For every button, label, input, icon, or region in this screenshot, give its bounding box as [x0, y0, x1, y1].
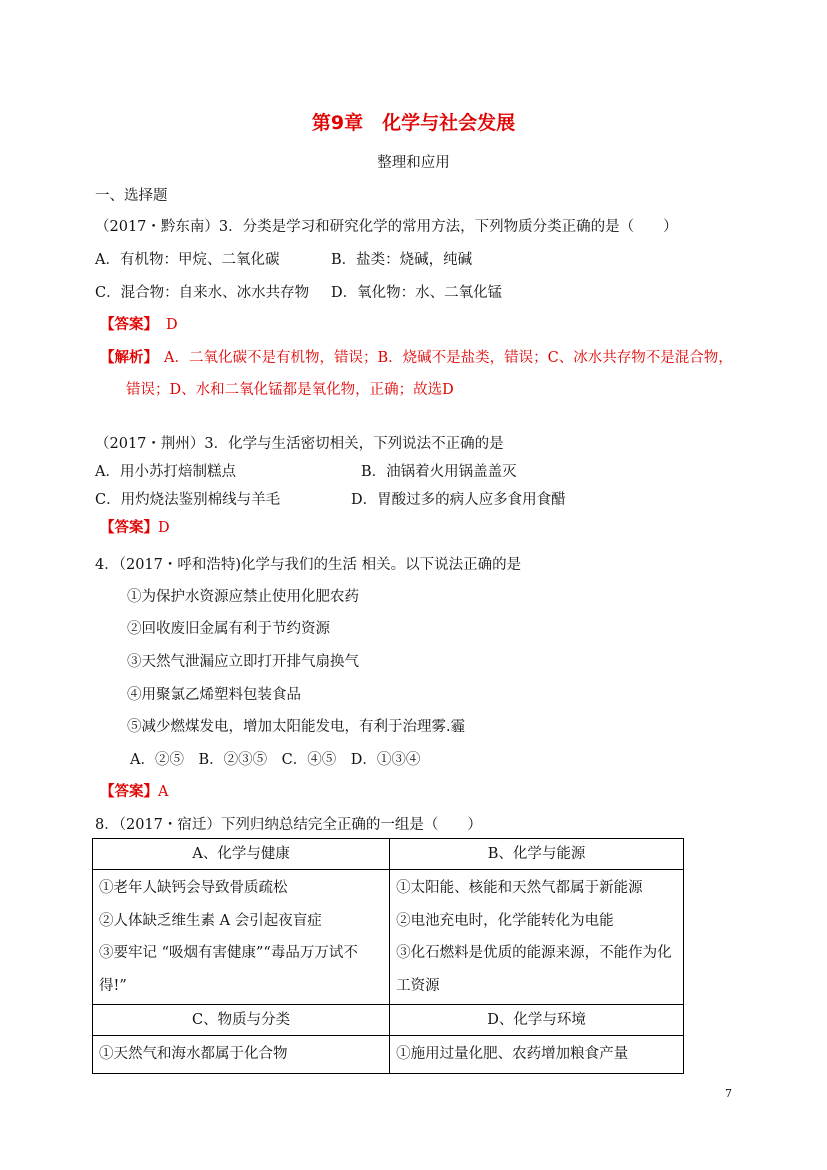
section-heading: 一、选择题: [95, 188, 168, 204]
q2-answer-value: D: [158, 520, 170, 536]
cell-a-head: A、化学与健康: [93, 839, 390, 870]
q3-answer-tag: 【答案】: [100, 784, 158, 800]
cell-b-head: B、化学与能源: [390, 839, 684, 870]
q3-item-3: ③天然气泄漏应立即打开排气扇换气: [127, 654, 359, 670]
cell-d-head: D、化学与环境: [390, 1005, 684, 1036]
q3-item-1: ①为保护水资源应禁止使用化肥农药: [127, 589, 359, 605]
q2-option-b: B．油锅着火用锅盖盖灭: [361, 464, 517, 480]
page-number: 7: [725, 1087, 732, 1100]
q3-stem: 4．（2017・呼和浩特)化学与我们的生活 相关。以下说法正确的是: [95, 557, 522, 573]
q2-option-d: D．胃酸过多的病人应多食用食醋: [351, 492, 566, 508]
summary-table: [92, 838, 684, 1074]
q4-stem: 8．（2017・宿迁）下列归纳总结完全正确的一组是（ ）: [95, 817, 482, 833]
q3-answer-value: A: [158, 784, 169, 800]
b-item-1: ①太阳能、核能和天然气都属于新能源: [396, 880, 643, 896]
cell-c-head: C、物质与分类: [93, 1005, 390, 1036]
q1-answer: [100, 313, 178, 334]
q2-option-a: A．用小苏打焙制糕点: [95, 464, 236, 480]
a-item-1: ①老年人缺钙会导致骨质疏松: [99, 880, 288, 896]
q3-answer: [100, 780, 168, 801]
cell-b-body: [390, 870, 684, 1005]
q2-answer-tag: 【答案】: [100, 520, 158, 536]
a-item-2: ②人体缺乏维生素 A 会引起夜盲症: [99, 912, 322, 929]
cell-c-body: [93, 1036, 390, 1074]
a-item-3-cont: 得!”: [99, 977, 127, 994]
q1-analysis-line-2: 错误；D、水和二氧化锰都是氧化物，正确；故选D: [126, 382, 454, 398]
q1-option-d: D．氧化物：水、二氧化锰: [331, 285, 503, 301]
d-item-1: ①施用过量化肥、农药增加粮食产量: [396, 1046, 629, 1062]
q3-item-4: ④用聚氯乙烯塑料包装食品: [127, 687, 301, 703]
q1-analysis-tag: 【解析】: [100, 350, 158, 366]
q3-item-5: ⑤减少燃煤发电，增加太阳能发电，有利于治理雾.霾: [127, 719, 466, 735]
cell-d-body: [390, 1036, 684, 1074]
q3-item-2: ②回收废旧金属有利于节约资源: [127, 621, 330, 637]
q1-analysis-line-1: A．二氧化碳不是有机物，错误；B．烧碱不是盐类，错误；C、冰水共存物不是混合物，: [164, 350, 733, 366]
page-subtitle: 整理和应用: [377, 155, 450, 171]
q2-answer: [100, 516, 170, 537]
page-title: 第9章 化学与社会发展: [311, 112, 516, 134]
q1-option-c: C．混合物：自来水、冰水共存物: [95, 285, 310, 301]
q1-option-b: B．盐类：烧碱，纯碱: [331, 252, 473, 268]
q2-stem: （2017・荆州）3．化学与生活密切相关，下列说法不正确的是: [95, 436, 504, 452]
b-item-3-cont: 工资源: [396, 977, 440, 994]
b-item-2: ②电池充电时，化学能转化为电能: [396, 912, 614, 929]
a-item-3: ③要牢记 “吸烟有害健康”“毒品万万试不: [99, 945, 358, 961]
q1-option-a: A．有机物：甲烷、二氧化碳: [95, 252, 280, 268]
q1-stem: （2017・黔东南）3．分类是学习和研究化学的常用方法，下列物质分类正确的是（ ）: [95, 219, 678, 235]
cell-a-body: [93, 870, 390, 1005]
q1-answer-tag: 【答案】: [100, 317, 158, 333]
c-item-1: ①天然气和海水都属于化合物: [99, 1046, 288, 1062]
q1-analysis: [100, 346, 733, 367]
b-item-3: ③化石燃料是优质的能源来源，不能作为化: [396, 945, 672, 961]
q1-answer-value: D: [166, 317, 178, 333]
q3-options: A．②⑤ B．②③⑤ C．④⑤ D．①③④: [130, 752, 421, 768]
q2-option-c: C．用灼烧法鉴别棉线与羊毛: [95, 492, 281, 508]
